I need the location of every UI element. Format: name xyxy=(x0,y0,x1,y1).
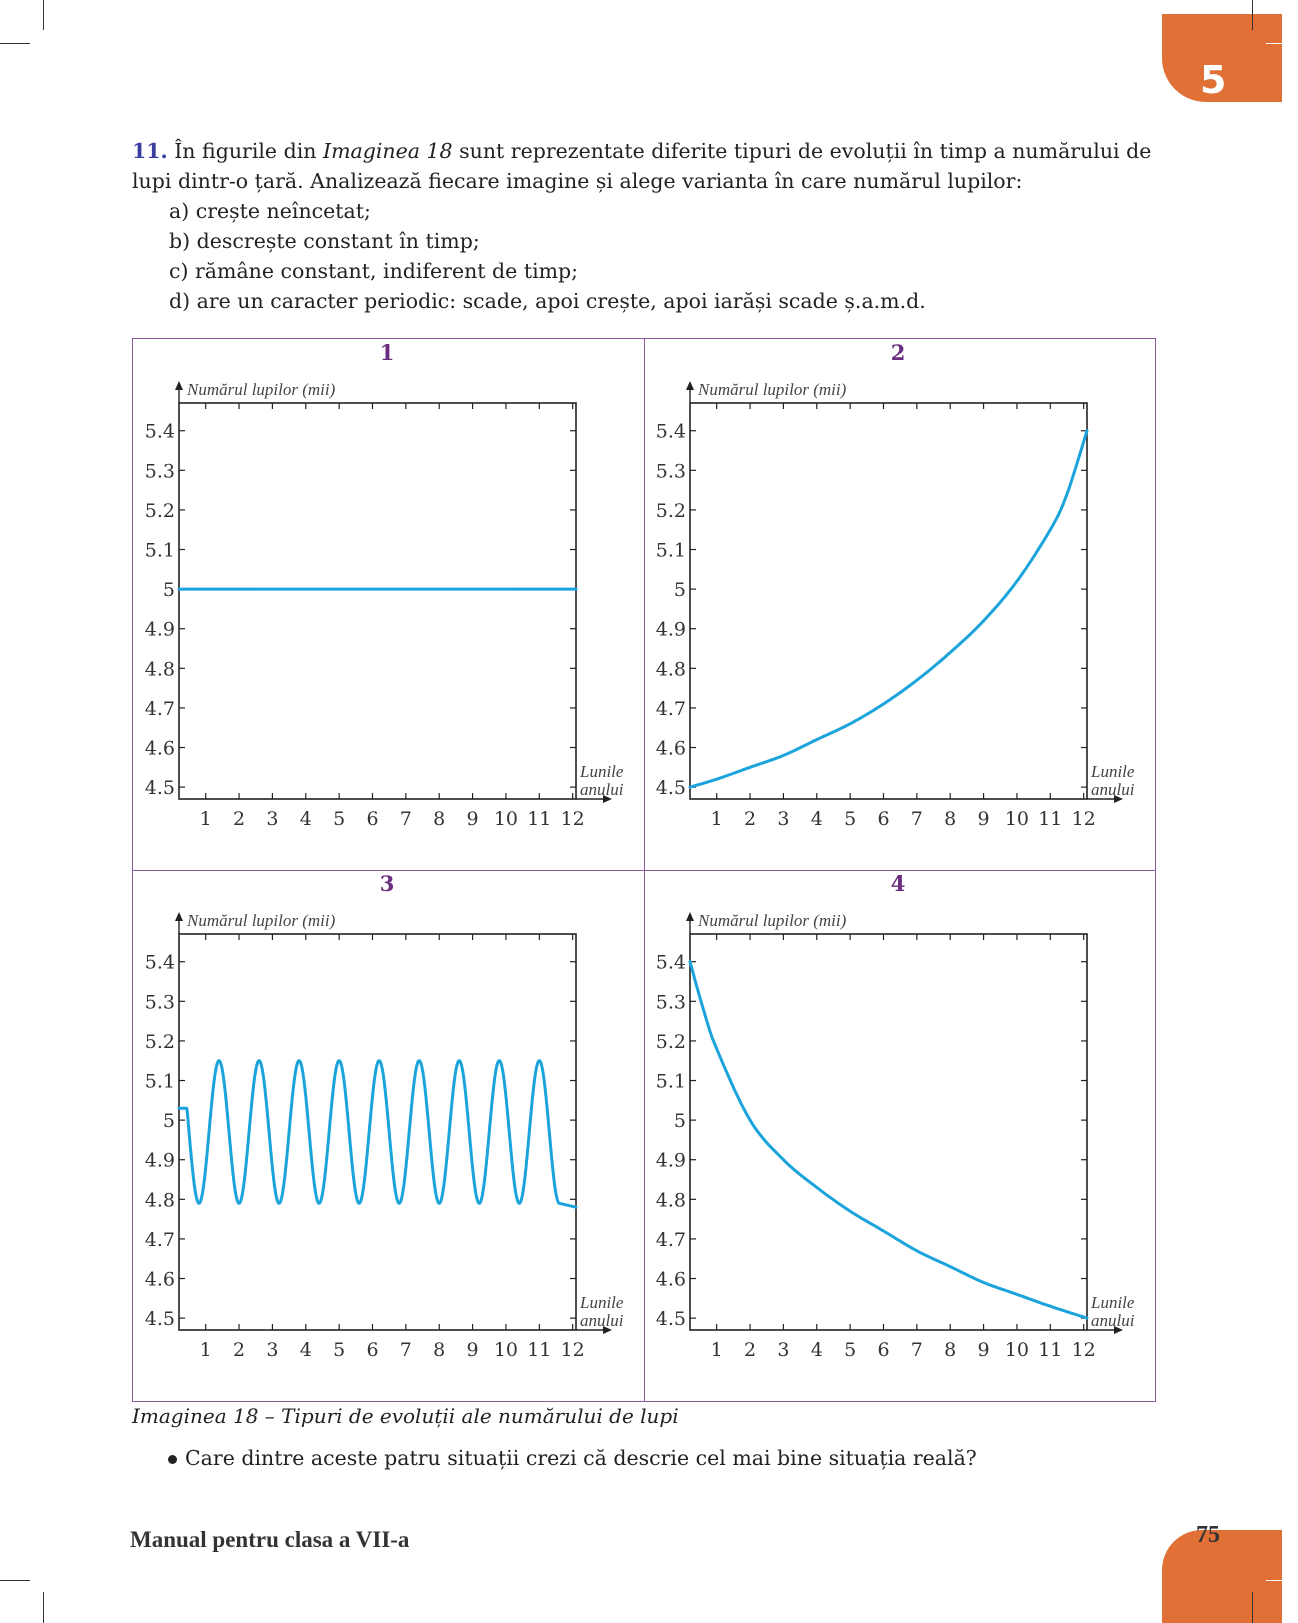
footer-title: Manual pentru clasa a VII-a xyxy=(130,1527,410,1552)
y-tick-label: 5.2 xyxy=(655,499,686,522)
x-tick-label: 1 xyxy=(199,808,212,830)
x-tick-label: 1 xyxy=(199,1339,212,1361)
x-tick-label: 7 xyxy=(910,1339,923,1361)
y-tick-label: 4.8 xyxy=(144,658,175,681)
y-axis-label: Numărul lupilor (mii) xyxy=(187,380,336,399)
x-tick-label: 12 xyxy=(1071,1339,1096,1361)
y-tick-label: 5.4 xyxy=(144,951,175,974)
y-tick-label: 5 xyxy=(162,579,175,602)
panel-title: 1 xyxy=(379,340,395,365)
y-tick-label: 4.8 xyxy=(144,1189,175,1212)
x-tick-label: 8 xyxy=(433,808,446,830)
x-tick-label: 7 xyxy=(910,808,923,830)
x-tick-label: 2 xyxy=(233,808,246,830)
x-tick-label: 10 xyxy=(1004,1339,1030,1361)
y-axis-arrow-icon xyxy=(175,912,183,921)
y-tick-label: 4.7 xyxy=(144,697,175,720)
x-axis-label: anului xyxy=(580,1311,624,1330)
x-tick-label: 6 xyxy=(366,1339,379,1361)
x-tick-label: 11 xyxy=(527,1339,552,1361)
y-tick-label: 4.5 xyxy=(655,777,686,800)
y-tick-label: 5.4 xyxy=(655,420,686,443)
option-c: c) rămâne constant, indiferent de timp; xyxy=(169,259,579,283)
y-tick-label: 4.9 xyxy=(655,1149,686,1172)
x-tick-label: 1 xyxy=(710,1339,723,1361)
y-tick-label: 4.6 xyxy=(144,737,175,760)
x-tick-label: 7 xyxy=(399,808,412,830)
y-tick-label: 4.9 xyxy=(144,1149,175,1172)
y-tick-label: 5.1 xyxy=(655,539,686,562)
series-line xyxy=(690,431,1087,787)
y-tick-label: 4.6 xyxy=(655,737,686,760)
page-number: 75 xyxy=(1196,1522,1220,1548)
x-tick-label: 7 xyxy=(399,1339,412,1361)
x-tick-label: 4 xyxy=(299,808,312,830)
x-tick-label: 10 xyxy=(493,1339,519,1361)
y-tick-label: 4.6 xyxy=(655,1268,686,1291)
x-tick-label: 8 xyxy=(944,1339,957,1361)
x-tick-label: 5 xyxy=(333,1339,346,1361)
x-tick-label: 3 xyxy=(777,808,790,830)
intro-part2: sunt reprezentate diferite tipuri de evoluții în timp a numărului de lupi dintr-o țară. Analizează fiecare imagine și alege varianta în care numărul lupilor: xyxy=(132,139,1152,193)
crop-mark xyxy=(1252,1592,1253,1623)
y-tick-label: 5 xyxy=(162,1110,175,1133)
x-axis-label: Lunile xyxy=(1091,1293,1135,1312)
x-tick-label: 3 xyxy=(777,1339,790,1361)
y-tick-label: 5.3 xyxy=(144,991,175,1014)
x-tick-label: 5 xyxy=(333,808,346,830)
y-tick-label: 4.7 xyxy=(655,697,686,720)
page-tab xyxy=(1162,1530,1282,1623)
y-tick-label: 5 xyxy=(673,1110,686,1133)
x-tick-label: 11 xyxy=(1038,808,1063,830)
y-tick-label: 4.8 xyxy=(655,1189,686,1212)
x-tick-label: 8 xyxy=(433,1339,446,1361)
y-tick-label: 5.1 xyxy=(144,539,175,562)
y-tick-label: 5.3 xyxy=(655,991,686,1014)
y-axis-label: Numărul lupilor (mii) xyxy=(187,911,336,930)
plot-frame xyxy=(179,403,576,799)
series-line xyxy=(690,962,1087,1318)
y-tick-label: 4.5 xyxy=(655,1308,686,1331)
chapter-number: 5 xyxy=(1200,58,1227,102)
y-tick-label: 5.2 xyxy=(144,1030,175,1053)
x-tick-label: 10 xyxy=(493,808,519,830)
x-tick-label: 1 xyxy=(710,808,723,830)
figure-caption: Imaginea 18 – Tipuri de evoluții ale numărului de lupi xyxy=(132,1404,679,1428)
y-tick-label: 4.5 xyxy=(144,777,175,800)
y-tick-label: 5 xyxy=(673,579,686,602)
x-tick-label: 2 xyxy=(233,1339,246,1361)
x-tick-label: 6 xyxy=(366,808,379,830)
x-tick-label: 9 xyxy=(977,1339,990,1361)
intro-part1: În figurile din xyxy=(174,139,323,163)
x-tick-label: 12 xyxy=(1071,808,1096,830)
intro-ref: Imaginea 18 xyxy=(322,139,453,163)
option-a: a) crește neîncetat; xyxy=(169,199,371,223)
plot-frame xyxy=(690,934,1087,1330)
y-tick-label: 4.5 xyxy=(144,1308,175,1331)
panel-title: 2 xyxy=(890,340,906,365)
x-tick-label: 12 xyxy=(560,808,585,830)
panel-title: 3 xyxy=(379,871,395,896)
y-tick-label: 5.4 xyxy=(655,951,686,974)
panel-title: 4 xyxy=(890,871,906,896)
question-text: Care dintre aceste patru situații crezi că descrie cel mai bine situația reală? xyxy=(185,1446,977,1470)
x-tick-label: 4 xyxy=(810,808,823,830)
x-axis-label: anului xyxy=(1091,780,1135,799)
crop-mark xyxy=(1266,1580,1298,1581)
x-axis-label: Lunile xyxy=(1091,762,1135,781)
option-d: d) are un caracter periodic: scade, apoi crește, apoi iarăși scade ș.a.m.d. xyxy=(169,289,926,313)
x-tick-label: 3 xyxy=(266,1339,279,1361)
x-tick-label: 11 xyxy=(1038,1339,1063,1361)
x-tick-label: 8 xyxy=(944,808,957,830)
x-tick-label: 3 xyxy=(266,808,279,830)
y-axis-arrow-icon xyxy=(175,381,183,390)
y-tick-label: 4.6 xyxy=(144,1268,175,1291)
y-axis-label: Numărul lupilor (mii) xyxy=(698,380,847,399)
bullet-icon xyxy=(168,1455,177,1464)
y-tick-label: 4.7 xyxy=(655,1228,686,1251)
x-tick-label: 9 xyxy=(466,1339,479,1361)
y-tick-label: 5.4 xyxy=(144,420,175,443)
y-axis-arrow-icon xyxy=(686,381,694,390)
y-tick-label: 4.9 xyxy=(144,618,175,641)
x-tick-label: 4 xyxy=(299,1339,312,1361)
x-tick-label: 10 xyxy=(1004,808,1030,830)
exercise-number: 11. xyxy=(132,139,168,163)
y-axis-label: Numărul lupilor (mii) xyxy=(698,911,847,930)
y-tick-label: 4.9 xyxy=(655,618,686,641)
x-tick-label: 9 xyxy=(977,808,990,830)
x-axis-label: Lunile xyxy=(580,1293,624,1312)
x-tick-label: 6 xyxy=(877,1339,890,1361)
x-tick-label: 9 xyxy=(466,808,479,830)
y-tick-label: 5.2 xyxy=(144,499,175,522)
y-tick-label: 4.8 xyxy=(655,658,686,681)
x-tick-label: 5 xyxy=(844,1339,857,1361)
x-axis-label: anului xyxy=(1091,1311,1135,1330)
y-tick-label: 5.1 xyxy=(144,1070,175,1093)
plot-frame xyxy=(179,934,576,1330)
x-tick-label: 12 xyxy=(560,1339,585,1361)
x-axis-label: Lunile xyxy=(580,762,624,781)
y-tick-label: 5.3 xyxy=(144,460,175,483)
y-tick-label: 5.1 xyxy=(655,1070,686,1093)
x-tick-label: 5 xyxy=(844,808,857,830)
y-axis-arrow-icon xyxy=(686,912,694,921)
x-tick-label: 4 xyxy=(810,1339,823,1361)
series-line xyxy=(179,1061,576,1208)
x-axis-label: anului xyxy=(580,780,624,799)
x-tick-label: 2 xyxy=(744,808,757,830)
y-tick-label: 5.2 xyxy=(655,1030,686,1053)
y-tick-label: 5.3 xyxy=(655,460,686,483)
y-tick-label: 4.7 xyxy=(144,1228,175,1251)
x-tick-label: 11 xyxy=(527,808,552,830)
x-tick-label: 6 xyxy=(877,808,890,830)
question xyxy=(168,1446,977,1470)
plot-frame xyxy=(690,403,1087,799)
x-tick-label: 2 xyxy=(744,1339,757,1361)
option-b: b) descrește constant în timp; xyxy=(169,229,480,253)
